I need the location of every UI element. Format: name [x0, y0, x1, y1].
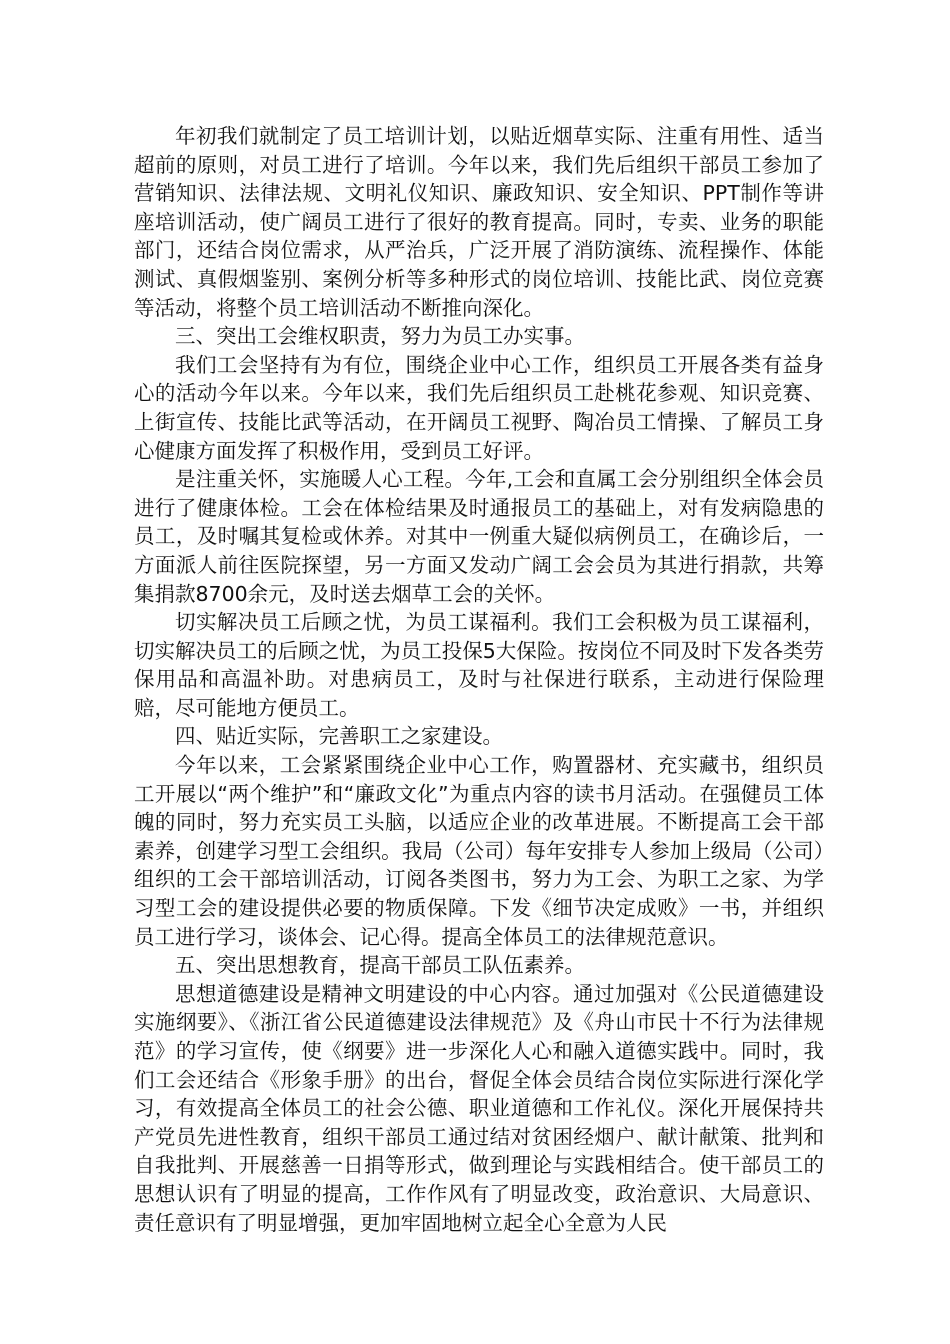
paragraph-home-building: 今年以来，工会紧紧围绕企业中心工作，购置器材、充实藏书，组织员工开展以“两个维护”和“廉政文化”为重点内容的读书月活动。在强健员工体魄的同时，努力充实员工头脑，以适应企业的改革进展。不断提高工会干部素养，创建学习型工会组织。我局（公司）每年安排专人参加上级局（公司）组织的工会干部培训活动，订阅各类图书，努力为工会、为职工之家、为学习型工会的建设提供必要的物质保障。下发《细节决定成败》一书，并组织员工进行学习，谈体会、记心得。提高全体员工的法律规范意识。: [134, 753, 824, 949]
section-heading-5: 五、突出思想教育，提高干部员工队伍素养。: [175, 953, 585, 978]
paragraph-moral-education: 思想道德建设是精神文明建设的中心内容。通过加强对《公民道德建设实施纲要》、《浙江省公民道德建设法律规范》及《舟山市民十不行为法律规范》的学习宣传，使《纲要》进一步深化人心和融入道德实践中。同时，我们工会还结合《形象手册》的出台，督促全体会员结合岗位实际进行深化学习，有效提高全体员工的社会公德、职业道德和工作礼仪。深化开展保持共产党员先进性教育，组织干部员工通过结对贫困经烟户、献计献策、批判和自我批判、开展慈善一日捐等形式，做到理论与实践相结合。使干部员工的思想认识有了明显的提高，工作作风有了明显改变，政治意识、大局意识、责任意识有了明显增强，更加牢固地树立起全心全意为人民: [134, 981, 824, 1235]
section-heading-4: 四、贴近实际，完善职工之家建设。: [175, 724, 503, 749]
paragraph-welfare: 切实解决员工后顾之忧，为员工谋福利。我们工会积极为员工谋福利，切实解决员工的后顾之忧，为员工投保5大保险。按岗位不同及时下发各类劳保用品和高温补助。对患病员工，及时与社保进行联系，主动进行保险理赔，尽可能地方便员工。: [134, 610, 824, 720]
document-body: [134, 122, 824, 1237]
paragraph-activities: 我们工会坚持有为有位，围绕企业中心工作，组织员工开展各类有益身心的活动今年以来。今年以来，我们先后组织员工赴桃花参观、知识竞赛、上街宣传、技能比武等活动，在开阔员工视野、陶冶员工情操、了解员工身心健康方面发挥了积极作用，受到员工好评。: [134, 352, 824, 463]
section-heading-3: 三、突出工会维权职责，努力为员工办实事。: [175, 324, 585, 349]
paragraph-care: 是注重关怀，实施暖人心工程。今年,工会和直属工会分别组织全体会员进行了健康体检。工会在体检结果及时通报员工的基础上，对有发病隐患的员工，及时嘱其复检或休养。对其中一例重大疑似病例员工，在确诊后，一方面派人前往医院探望，另一方面又发动广阔工会会员为其进行捐款，共筹集捐款8700余元，及时送去烟草工会的关怀。: [134, 467, 824, 606]
paragraph-training: 年初我们就制定了员工培训计划，以贴近烟草实际、注重有用性、适当超前的原则，对员工进行了培训。今年以来，我们先后组织干部员工参加了营销知识、法律法规、文明礼仪知识、廉政知识、安全知识、PPT制作等讲座培训活动，使广阔员工进行了很好的教育提高。同时，专卖、业务的职能部门，还结合岗位需求，从严治兵，广泛开展了消防演练、流程操作、体能测试、真假烟鉴别、案例分析等多种形式的岗位培训、技能比武、岗位竞赛等活动，将整个员工培训活动不断推向深化。: [134, 124, 824, 320]
